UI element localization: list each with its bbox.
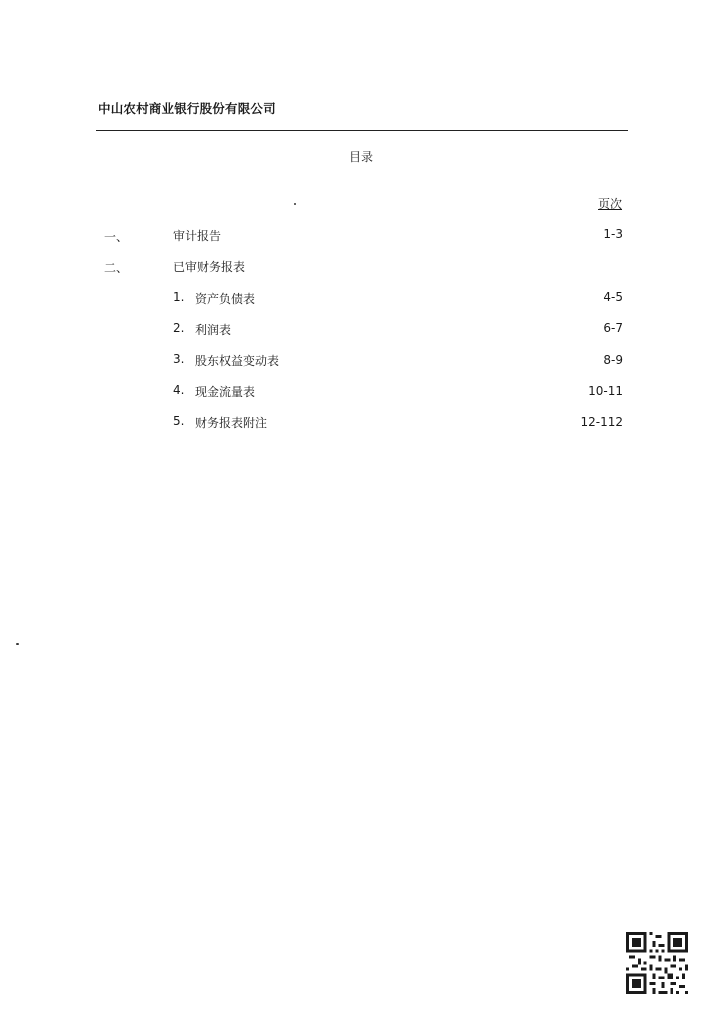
section-title-audit-report: 审计报告	[173, 229, 222, 243]
statement-title: 资产负债表	[195, 292, 256, 306]
statement-pages: 6-7	[603, 321, 623, 335]
company-name: 中山农村商业银行股份有限公司	[98, 101, 276, 116]
section-title-financial-statements: 已审财务报表	[173, 260, 246, 274]
statement-number: 5.	[173, 414, 185, 428]
statement-title: 现金流量表	[195, 385, 256, 399]
section-index: 一、	[104, 230, 129, 244]
section-index: 二、	[104, 261, 129, 275]
statement-number: 2.	[173, 321, 185, 335]
statement-pages: 4-5	[603, 290, 623, 304]
qr-code-icon	[626, 932, 688, 994]
statement-title: 利润表	[195, 323, 232, 337]
statement-number: 4.	[173, 383, 185, 397]
page-column-header: 页次	[598, 197, 623, 211]
scan-speck	[16, 643, 19, 645]
scan-speck	[294, 203, 296, 205]
statement-pages: 8-9	[603, 353, 623, 367]
statement-pages: 12-112	[580, 415, 623, 429]
statement-pages: 10-11	[588, 384, 623, 398]
section-pages: 1-3	[603, 227, 623, 241]
statement-title: 股东权益变动表	[195, 354, 280, 368]
toc-title: 目录	[349, 150, 374, 164]
statement-number: 1.	[173, 290, 185, 304]
statement-title: 财务报表附注	[195, 416, 268, 430]
header-rule	[96, 130, 628, 131]
statement-number: 3.	[173, 352, 185, 366]
